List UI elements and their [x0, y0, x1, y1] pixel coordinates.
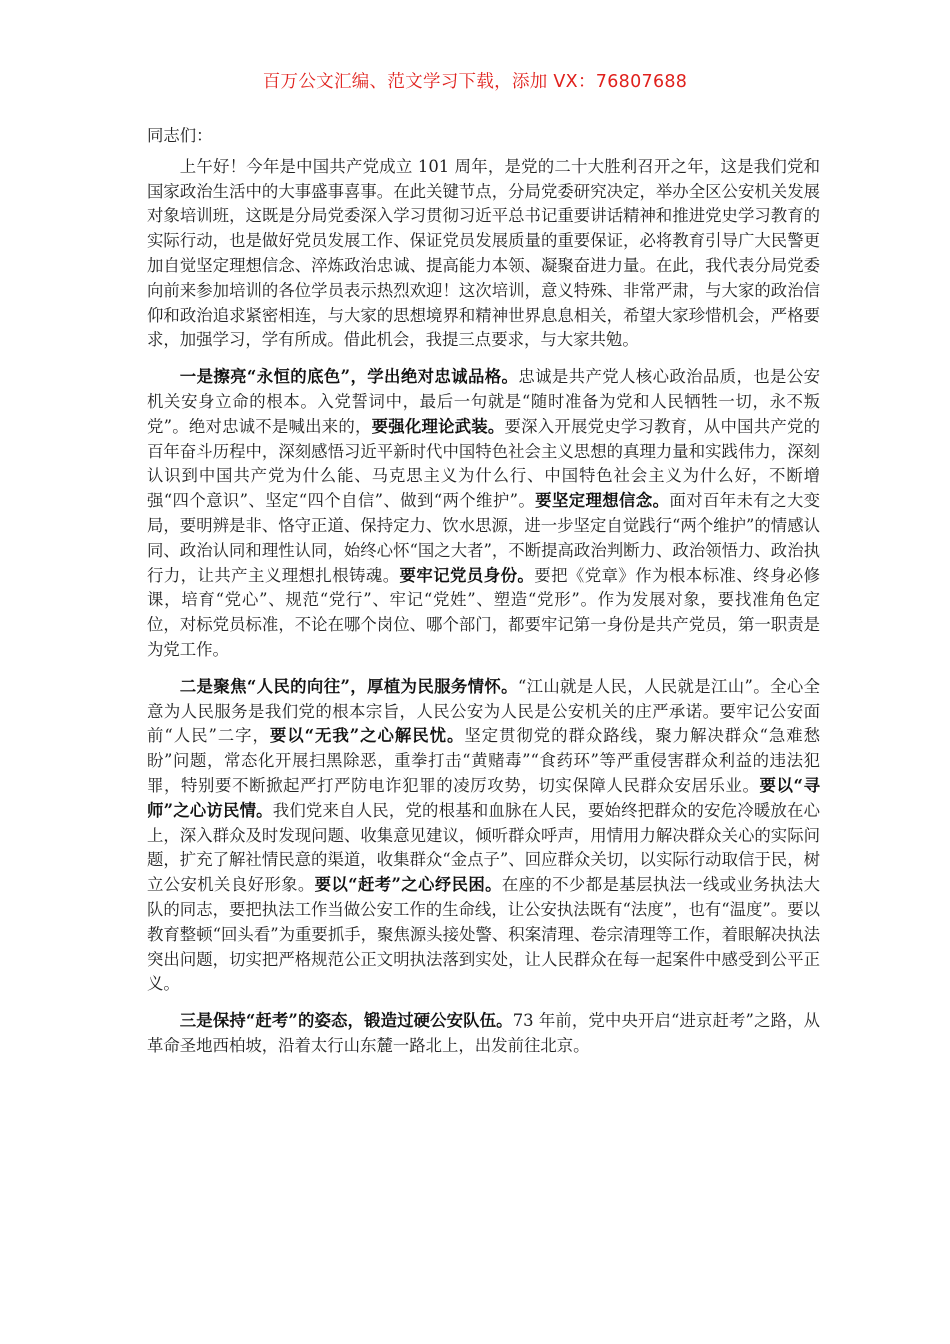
section-text: 坚定贯彻党的群众路线，聚力解决群众“急难愁盼”问题，常态化开展扫黑除恶，重拳打击“黄赌毒”“食药环”等严重侵害群众利益的违法犯罪，特别要不断掀起严打严防电诈犯罪的凌厉攻势，切实保障人民群众安居乐业。 [147, 726, 820, 795]
section-emphasis: 要坚定理想信念。 [535, 491, 670, 511]
section-text: 面对百年未有之大变局，要明辨是非、恪守正道、保持定力、饮水思源，进一步坚定自觉践行“两个维护”的情感认同、政治认同和理性认同，始终心怀“国之大者”，不断提高政治判断力、政治领悟力、政治执行力，让共产主义理想扎根铸魂。 [147, 491, 821, 585]
section-paragraph-1 [147, 365, 820, 663]
section-emphasis: 要以“赶考”之心纾民困。 [314, 875, 502, 895]
salutation: 同志们： [147, 126, 213, 145]
section-emphasis: 要强化理论武装。 [371, 416, 505, 436]
section-emphasis: 要以“无我”之心解民忧。 [269, 726, 465, 746]
section-emphasis: 要以“寻师”之心访民情。 [147, 775, 821, 820]
section-text: 要把《党章》作为根本标准、终身必修课，培育“党心”、规范“党行”、牢记“党姓”、塑造“党形”。作为发展对象，要找准角色定位，对标党员标准，不论在哪个岗位、哪个部门，都要牢记第一身份是共产党员，第一职责是为党工作。 [147, 565, 821, 659]
document-body [147, 124, 820, 1071]
section-heading-2: 二是聚焦“人民的向往”，厚植为民服务情怀。 [179, 676, 518, 696]
section-emphasis: 要牢记党员身份。 [399, 565, 535, 585]
promo-banner: 百万公文汇编、范文学习下载，添加 VX：76807688 [262, 72, 688, 92]
section-text: 在座的不少都是基层执法一线或业务执法大队的同志，要把执法工作当做公安工作的生命线，让公安执法既有“法度”，也有“温度”。要以教育整顿“回头看”为重要抓手，聚焦源头接处警、积案清理、卷宗清理等工作，着眼解决执法突出问题，切实把严格规范公正文明执法落到实处，让人民群众在每一起案件中感受到公平正义。 [147, 875, 821, 994]
section-text: “江山就是人民，人民就是江山”。全心全意为人民服务是我们党的根本宗旨，人民公安为人民是公安机关的庄严承诺。要牢记公安面前“人民”二字， [147, 676, 820, 746]
section-paragraph-3 [147, 1009, 820, 1059]
section-paragraph-2 [147, 675, 820, 997]
section-heading-3: 三是保持“赶考”的姿态，锻造过硬公安队伍。 [179, 1011, 513, 1031]
section-text: 要深入开展党史学习教育，从中国共产党的百年奋斗历程中，深刻感悟习近平新时代中国特色社会主义思想的真理力量和实践伟力，深刻认识到中国共产党为什么能、马克思主义为什么行、中国特色社会主义为什么好，不断增强“四个意识”、坚定“四个自信”、做到“两个维护”。 [147, 416, 820, 511]
intro-paragraph: 上午好！今年是中国共产党成立 101 周年，是党的二十大胜利召开之年，这是我们党和国家政治生活中的大事盛事喜事。在此关键节点，分局党委研究决定，举办全区公安机关发展对象培训班，这既是分局党委深入学习贯彻习近平总书记重要讲话精神和推进党史学习教育的实际行动，也是做好党员发展工作、保证党员发展质量的重要保证，必将教育引导广大民警更加自觉坚定理想信念、淬炼政治忠诚、提高能力本领、凝聚奋进力量。在此，我代表分局党委向前来参加培训的各位学员表示热烈欢迎！这次培训，意义特殊、非常严肃，与大家的政治信仰和政治追求紧密相连，与大家的思想境界和精神世界息息相关，希望大家珍惜机会，严格要求，加强学习，学有所成。借此机会，我提三点要求，与大家共勉。 [147, 156, 820, 350]
section-heading-1: 一是擦亮“永恒的底色”，学出绝对忠诚品格。 [179, 367, 519, 387]
section-text: 我们党来自人民，党的根基和血脉在人民，要始终把群众的安危冷暖放在心上，深入群众及时发现问题、收集意见建议，倾听群众呼声，用情用力解决群众关心的实际问题，扩充了解社情民意的渠道，收集群众“金点子”、回应群众关切，以实际行动取信于民，树立公安机关良好形象。 [147, 800, 820, 895]
section-text: 73 年前，党中央开启“进京赶考”之路，从革命圣地西柏坡，沿着太行山东麓一路北上，出发前往北京。 [147, 1011, 820, 1055]
section-text: 忠诚是共产党人核心政治品质，也是公安机关安身立命的根本。入党誓词中，最后一句就是“随时准备为党和人民牺牲一切，永不叛党”。绝对忠诚不是喊出来的， [147, 367, 821, 436]
